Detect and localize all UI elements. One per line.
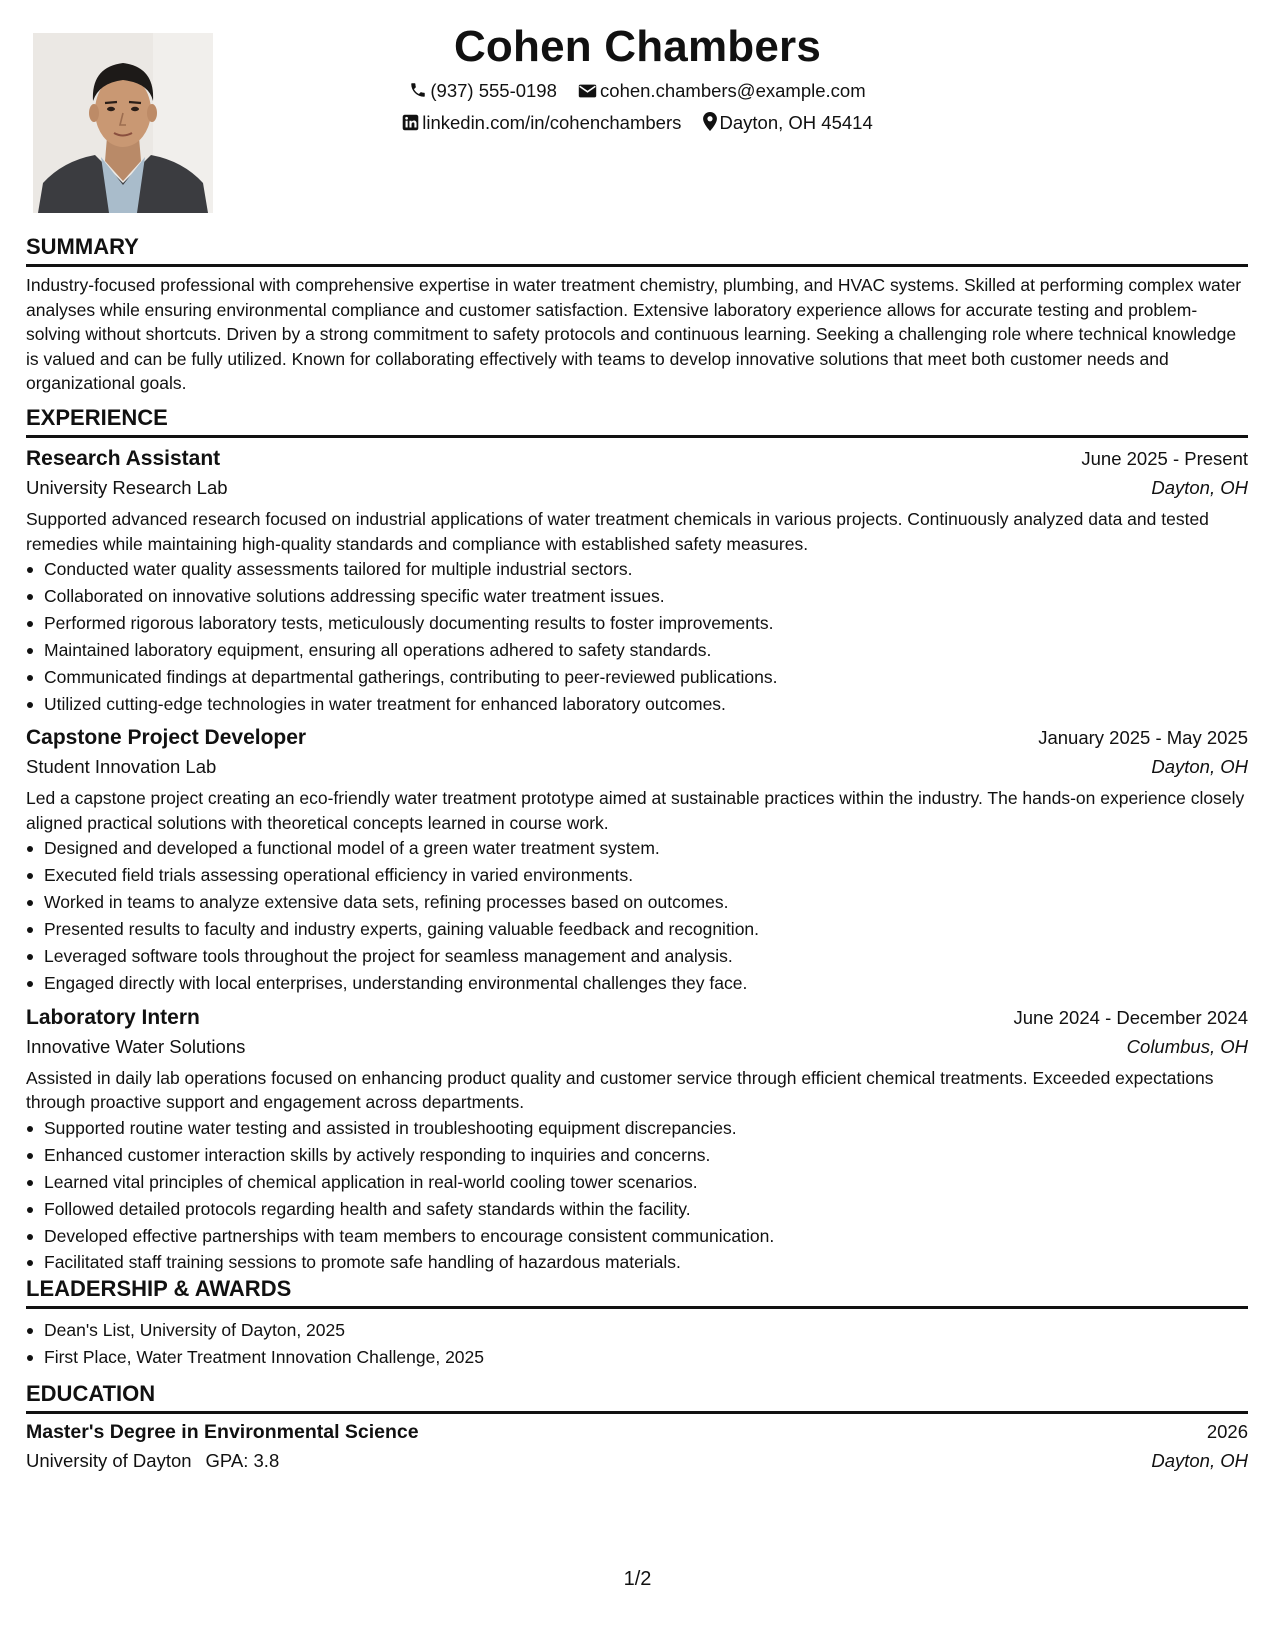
list-item: Collaborated on innovative solutions addressing specific water treatment issues. [26, 583, 1248, 610]
section-title-education: EDUCATION [26, 1381, 1248, 1414]
job-location: Dayton, OH [1151, 756, 1248, 778]
envelope-icon [578, 83, 597, 99]
job-title: Capstone Project Developer [26, 726, 307, 750]
education-school: University of Dayton [26, 1450, 192, 1471]
job-location: Dayton, OH [1151, 477, 1248, 498]
list-item: Conducted water quality assessments tailored for multiple industrial sectors. [26, 556, 1248, 583]
list-item: Leveraged software tools throughout the project for seamless management and analysis. [26, 943, 1248, 970]
email-contact[interactable] [578, 80, 866, 102]
section-title-experience: EXPERIENCE [26, 405, 1248, 438]
job-organization: University Research Lab [26, 477, 228, 498]
job-bullet-list [26, 1115, 1248, 1276]
contact-row-2 [0, 112, 1275, 134]
job-dates: June 2025 - Present [1081, 448, 1248, 469]
location-contact [703, 112, 873, 134]
list-item: Maintained laboratory equipment, ensuring all operations adhered to safety standards. [26, 637, 1248, 664]
section-title-awards: LEADERSHIP & AWARDS [26, 1276, 1248, 1309]
list-item: Utilized cutting-edge technologies in water treatment for enhanced laboratory outcomes. [26, 691, 1248, 718]
contact-row-1 [0, 80, 1275, 102]
linkedin-text: linkedin.com/in/cohenchambers [422, 112, 682, 133]
awards-list [26, 1317, 1248, 1371]
list-item: Engaged directly with local enterprises, understanding environmental challenges they face. [26, 970, 1248, 997]
job-entry [26, 726, 1248, 996]
education-section [26, 1381, 1248, 1472]
list-item: Developed effective partnerships with team members to encourage consistent communication. [26, 1223, 1248, 1250]
location-text: Dayton, OH 45414 [719, 112, 873, 133]
education-location: Dayton, OH [1151, 1450, 1248, 1471]
list-item: Executed field trials assessing operational efficiency in varied environments. [26, 862, 1248, 889]
job-dates: January 2025 - May 2025 [1038, 727, 1248, 749]
job-entry [26, 1006, 1248, 1276]
list-item: First Place, Water Treatment Innovation Challenge, 2025 [26, 1344, 1248, 1371]
job-organization: Innovative Water Solutions [26, 1035, 246, 1057]
job-description: Assisted in daily lab operations focused on enhancing product quality and customer service through efficient chemical treatments. Exceeded expectations through proactive support and engagement across departments. [26, 1067, 1214, 1113]
email-text: cohen.chambers@example.com [600, 80, 866, 101]
list-item: Learned vital principles of chemical application in real-world cooling tower scenarios. [26, 1169, 1248, 1196]
awards-section [26, 1276, 1248, 1371]
phone-text: (937) 555-0198 [430, 80, 557, 101]
summary-section [26, 234, 1248, 396]
job-entry [26, 447, 1248, 717]
list-item: Communicated findings at departmental gatherings, contributing to peer-reviewed publications. [26, 664, 1248, 691]
list-item: Performed rigorous laboratory tests, meticulously documenting results to foster improvements. [26, 610, 1248, 637]
list-item: Dean's List, University of Dayton, 2025 [26, 1317, 1248, 1344]
phone-contact[interactable] [409, 80, 557, 102]
job-description: Supported advanced research focused on industrial applications of water treatment chemicals in various projects. Continuously analyzed data and tested remedies while maintaining high-quality standards and compliance with established safety measures. [26, 509, 1209, 554]
education-gpa: GPA: 3.8 [205, 1450, 280, 1471]
education-degree: Master's Degree in Environmental Science [26, 1421, 419, 1443]
list-item: Facilitated staff training sessions to promote safe handling of hazardous materials. [26, 1249, 1248, 1276]
candidate-name: Cohen Chambers [453, 22, 822, 71]
job-organization: Student Innovation Lab [26, 756, 217, 778]
list-item: Designed and developed a functional model of a green water treatment system. [26, 835, 1248, 862]
job-title: Laboratory Intern [26, 1005, 200, 1029]
list-item: Supported routine water testing and assisted in troubleshooting equipment discrepancies. [26, 1115, 1248, 1142]
linkedin-icon [402, 114, 419, 131]
phone-icon [409, 81, 427, 99]
list-item: Worked in teams to analyze extensive data sets, refining processes based on outcomes. [26, 889, 1248, 916]
job-bullet-list [26, 835, 1248, 996]
list-item: Presented results to faculty and industry experts, gaining valuable feedback and recognition. [26, 916, 1248, 943]
map-pin-icon [703, 112, 717, 131]
job-title: Research Assistant [26, 447, 221, 470]
job-description: Led a capstone project creating an eco-friendly water treatment prototype aimed at sustainable practices within the industry. The hands-on experience closely aligned practical solutions with theoretical concepts learned in course work. [26, 788, 1245, 833]
summary-text: Industry-focused professional with comprehensive expertise in water treatment chemistry, plumbing, and HVAC systems. Skilled at performing complex water analyses while ensuring environmental compliance and customer satisfaction. Extensive laboratory experience allows for accurate testing and problem-solving without shortcuts. Driven by a strong commitment to safety protocols and continuous learning. Seeking a challenging role where technical knowledge is valued and can be fully utilized. Known for collaborating effectively with teams to develop innovative solutions that meet both customer needs and organizational goals. [26, 275, 1242, 393]
linkedin-contact[interactable] [402, 112, 681, 134]
list-item: Enhanced customer interaction skills by actively responding to inquiries and concerns. [26, 1142, 1248, 1169]
job-bullet-list [26, 556, 1248, 717]
page-number: 1/2 [623, 1568, 652, 1590]
experience-section [26, 405, 1248, 1276]
job-location: Columbus, OH [1126, 1035, 1248, 1057]
list-item: Followed detailed protocols regarding health and safety standards within the facility. [26, 1196, 1248, 1223]
education-year: 2026 [1206, 1421, 1248, 1442]
section-title-summary: SUMMARY [26, 234, 1248, 267]
job-dates: June 2024 - December 2024 [1013, 1006, 1248, 1028]
